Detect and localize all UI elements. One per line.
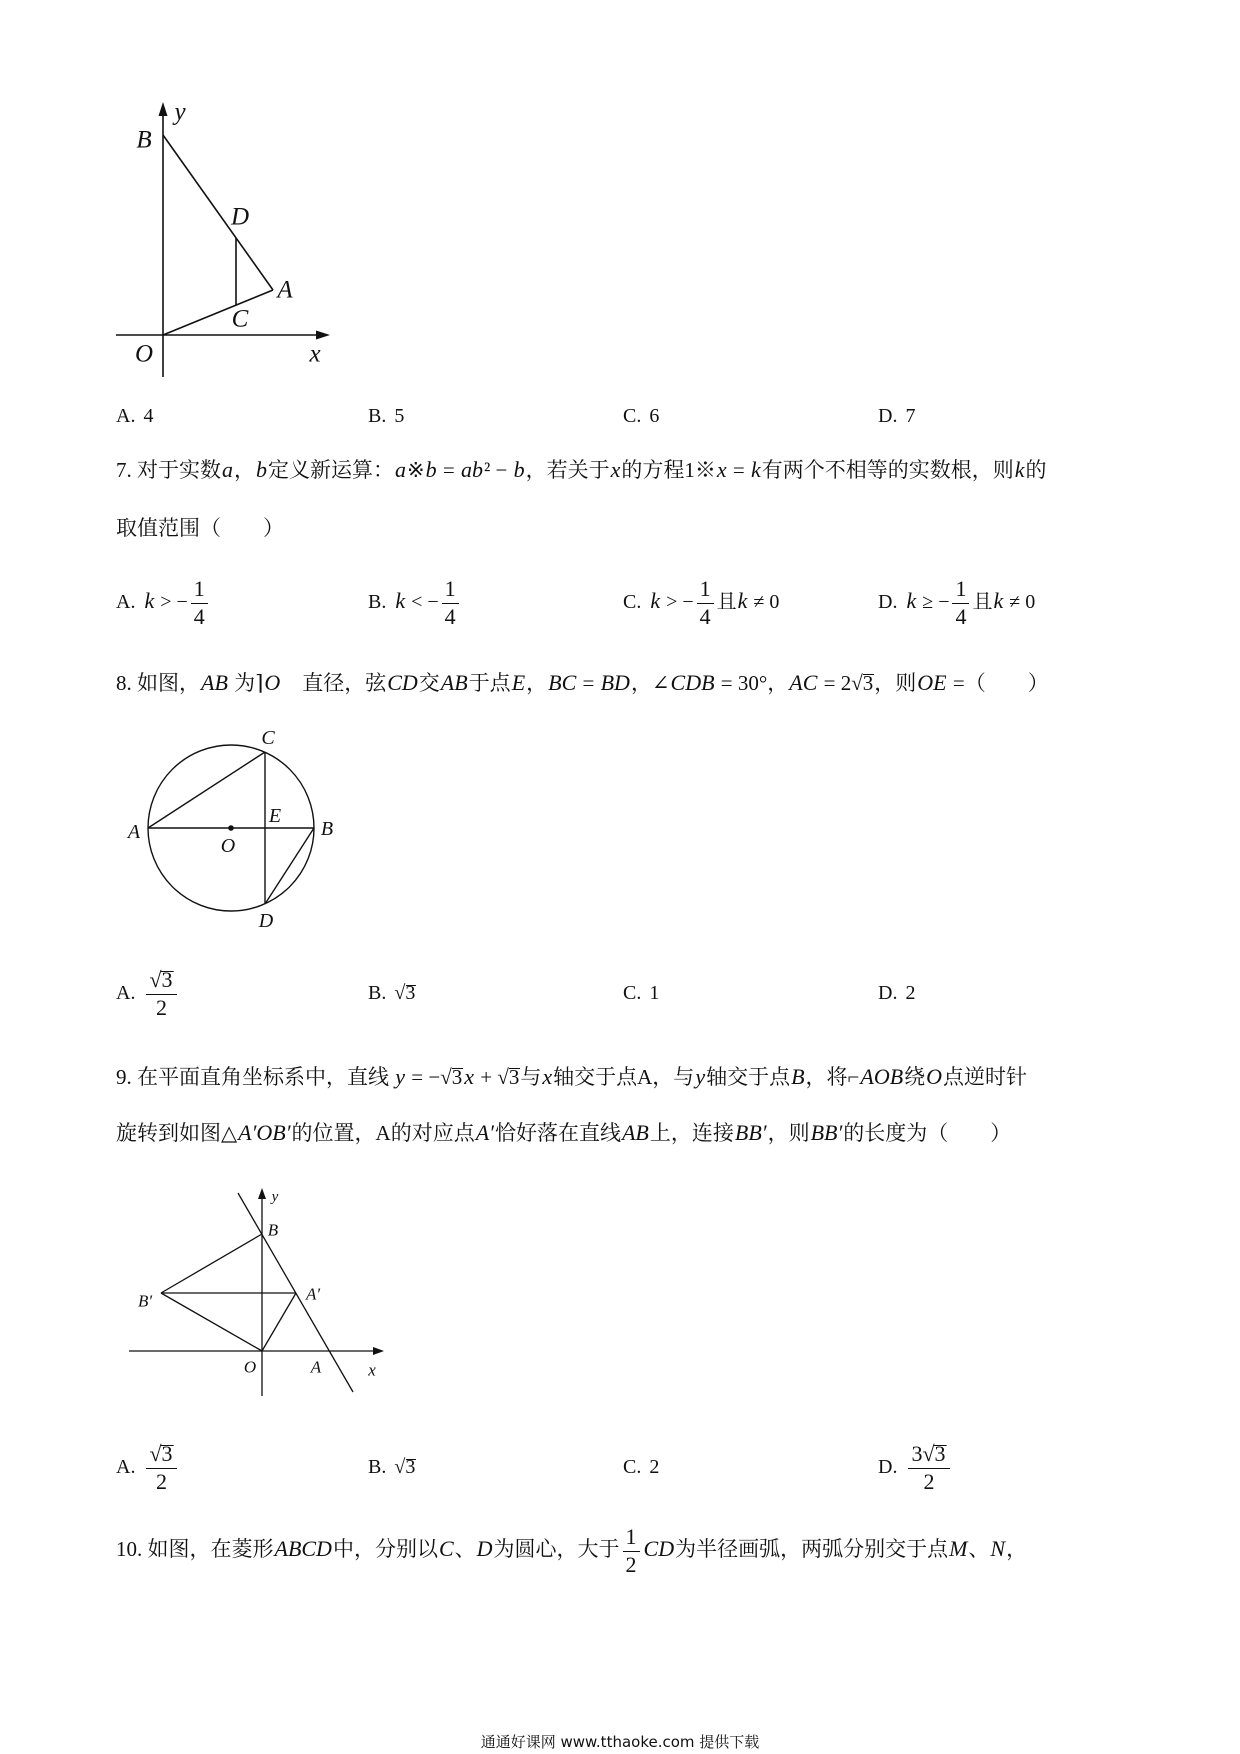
math-symbol: x — [610, 457, 621, 482]
text-run: 的 — [1025, 458, 1047, 482]
q7-option-b — [368, 571, 462, 631]
text-run: 2 — [625, 1551, 637, 1577]
math-symbol: k — [144, 588, 155, 613]
chord-ac — [148, 752, 265, 828]
x-axis-arrow-icon — [316, 331, 330, 340]
page-footer: 通通好课网 www.tthaoke.com 提供下载 — [480, 1733, 760, 1751]
label-x: x — [309, 340, 321, 368]
option-content — [905, 405, 915, 427]
text-run: ， — [1006, 1537, 1028, 1561]
math-symbol: k — [906, 588, 917, 613]
label-o: O — [134, 340, 154, 368]
text-run: 的方程 — [621, 458, 685, 482]
math-symbol: N — [990, 1536, 1006, 1561]
square-root: √3 — [851, 671, 874, 695]
math-symbol: M — [949, 1536, 968, 1561]
math-symbol: k — [750, 457, 761, 482]
fraction-numerator — [191, 577, 208, 604]
fraction-numerator — [908, 1442, 949, 1469]
math-symbol: O — [264, 670, 281, 695]
math-symbol: CD — [387, 670, 418, 695]
text-run: > − — [661, 591, 694, 613]
text-run: 2 — [905, 982, 916, 1004]
math-symbol: b — [425, 457, 437, 482]
label-a-prime: A′ — [305, 1284, 321, 1304]
fraction-numerator — [146, 1442, 176, 1469]
text-run: = — [727, 458, 750, 482]
text-run: < − — [406, 591, 439, 613]
text-run: ，若关于 — [525, 458, 610, 482]
math-symbol: C — [438, 1536, 454, 1561]
text-run: ≠ 0 — [1004, 591, 1036, 613]
x-axis-arrow-icon — [373, 1347, 384, 1355]
fraction-numerator — [442, 577, 459, 604]
text-run: 1 — [444, 576, 456, 602]
text-run: 有两个不相等的实数根，则 — [761, 458, 1014, 482]
text-run: ，∠ — [630, 671, 670, 695]
fraction-numerator — [952, 577, 969, 604]
option-label: C. — [623, 982, 642, 1004]
text-run: 4 — [143, 405, 154, 427]
math-symbol: b — [256, 457, 267, 482]
label-c: C — [231, 305, 249, 333]
option-content — [394, 1456, 416, 1478]
math-symbol: b — [513, 457, 525, 482]
option-content — [394, 576, 461, 629]
q10-stem-line-1 — [116, 1519, 1027, 1579]
q8-option-c — [623, 963, 659, 1023]
text-run: 2 — [649, 1456, 660, 1478]
text-run: ※ — [407, 458, 425, 482]
segment-bprime-o — [161, 1293, 262, 1351]
label-b-prime: B′ — [137, 1291, 153, 1311]
math-symbol: AB — [440, 670, 468, 695]
q9-stem-line-1 — [116, 1057, 1027, 1097]
option-content — [649, 1456, 659, 1478]
q8-option-d — [878, 963, 915, 1023]
fraction-denominator — [623, 1552, 640, 1578]
label-b: B — [267, 1220, 279, 1240]
math-symbol: B — [791, 1064, 805, 1089]
text-run: ² − — [483, 458, 513, 482]
math-symbol: D — [476, 1536, 493, 1561]
math-symbol: OE — [917, 670, 947, 695]
text-run: 10. 如图，在菱形 — [116, 1537, 274, 1561]
text-run: ， — [234, 458, 255, 482]
text-run: = — [437, 458, 460, 482]
math-symbol: ab — [460, 457, 483, 482]
q7-option-d — [878, 571, 1035, 631]
text-run: + — [475, 1065, 498, 1089]
q6-option-d — [878, 396, 915, 436]
text-run: = 2 — [818, 671, 852, 695]
label-b: B — [136, 126, 152, 154]
text-run: 4 — [444, 603, 456, 629]
segment-ba — [163, 135, 273, 290]
text-run: 1 — [699, 576, 711, 602]
text-run: 直径，弦 — [281, 671, 387, 695]
option-content — [394, 982, 416, 1004]
text-run: 9. 在平面直角坐标系中，直线 — [116, 1065, 395, 1089]
q7-stem-line-1 — [116, 450, 1047, 490]
q6-option-c — [623, 396, 659, 436]
option-label: D. — [878, 1456, 898, 1478]
math-symbol: A′OB′ — [238, 1120, 291, 1145]
label-o: O — [243, 1357, 257, 1377]
math-symbol: k — [993, 588, 1004, 613]
y-axis-arrow-icon — [159, 102, 168, 116]
option-content — [649, 576, 780, 629]
q8-stem-line-1 — [116, 663, 1049, 703]
square-root: √3 — [394, 1456, 416, 1478]
option-content — [143, 967, 179, 1020]
text-run: 4 — [699, 603, 711, 629]
fraction-denominator — [191, 604, 208, 630]
y-axis-arrow-icon — [258, 1188, 266, 1199]
fraction-denominator — [952, 604, 969, 630]
segment-bprime-b — [161, 1234, 262, 1293]
option-label: B. — [368, 1456, 387, 1478]
label-y: y — [271, 1189, 279, 1205]
fraction-numerator — [146, 968, 176, 995]
math-symbol: x — [542, 1064, 553, 1089]
option-label: B. — [368, 982, 387, 1004]
text-run: 7. 对于实数 — [116, 458, 221, 482]
text-run: 中，分别以 — [332, 1537, 438, 1561]
fraction — [191, 577, 208, 629]
label-c: C — [261, 727, 275, 749]
fraction — [952, 577, 969, 629]
text-run: 1 — [649, 982, 660, 1004]
text-run: 于点 — [468, 671, 511, 695]
option-label: A. — [116, 1456, 136, 1478]
q6-option-a — [116, 396, 153, 436]
fraction-denominator — [146, 995, 176, 1021]
text-run: 绕 — [904, 1065, 926, 1089]
math-symbol: AB — [201, 670, 228, 695]
text-run: ， — [526, 671, 548, 695]
text-run: 恰好落在直线 — [494, 1121, 621, 1145]
option-label: B. — [368, 591, 387, 613]
segment-o-aprime — [262, 1293, 296, 1351]
square-root: √3 — [440, 1065, 463, 1089]
text-run: 为⌉ — [228, 671, 264, 695]
option-label: C. — [623, 1456, 642, 1478]
option-label: A. — [116, 591, 136, 613]
math-symbol: a — [395, 457, 406, 482]
math-symbol: CDB — [670, 670, 715, 695]
option-content — [394, 405, 404, 427]
q7-stem-line-2 — [116, 508, 284, 548]
text-run: ，则 — [767, 1121, 810, 1145]
option-label: C. — [623, 591, 642, 613]
text-run: 取值范围（ ） — [116, 516, 284, 540]
option-label: C. — [623, 405, 642, 427]
segment-oa — [163, 290, 273, 335]
text-run: 的长度为（ ） — [843, 1121, 1012, 1145]
q8-option-a — [116, 963, 180, 1023]
math-symbol: k — [395, 588, 406, 613]
square-root: √3 — [497, 1065, 520, 1089]
math-symbol: AOB — [860, 1064, 904, 1089]
square-root: √3 — [922, 1441, 946, 1467]
q9-option-b — [368, 1437, 416, 1497]
math-symbol: BB′ — [734, 1120, 767, 1145]
fraction-numerator — [697, 577, 714, 604]
math-symbol: CD — [643, 1536, 675, 1561]
label-o: O — [220, 835, 236, 857]
text-run: 定义新运算： — [268, 458, 394, 482]
text-run: 且 — [716, 591, 737, 613]
text-run: 为圆心，大于 — [493, 1537, 620, 1561]
label-y: y — [174, 98, 186, 126]
q9-option-d — [878, 1437, 953, 1497]
option-label: D. — [878, 591, 898, 613]
text-run: 8. 如图， — [116, 671, 200, 695]
text-run: = — [577, 671, 600, 695]
text-run: 1 — [955, 576, 967, 602]
text-run: 点逆时针 — [943, 1065, 1028, 1089]
option-label: A. — [116, 982, 136, 1004]
text-run: 4 — [193, 603, 205, 629]
fraction — [442, 577, 459, 629]
label-d: D — [258, 910, 274, 932]
text-run: 、 — [968, 1537, 990, 1561]
q8-option-b — [368, 963, 416, 1023]
fraction-numerator — [623, 1525, 640, 1552]
text-run: 且 — [972, 591, 993, 613]
fraction-denominator — [908, 1469, 949, 1495]
text-run: 4 — [955, 603, 967, 629]
fraction — [908, 1442, 949, 1494]
math-symbol: BB′ — [810, 1120, 843, 1145]
text-run: 1※ — [684, 458, 716, 482]
text-run: 交 — [418, 671, 440, 695]
option-content — [905, 1441, 952, 1494]
label-d: D — [230, 203, 250, 231]
label-x: x — [368, 1360, 376, 1380]
math-symbol: ABCD — [274, 1536, 332, 1561]
text-run: = 30°， — [715, 671, 789, 695]
math-symbol: E — [511, 670, 526, 695]
text-run: 轴交于点A，与 — [553, 1065, 695, 1089]
math-symbol: y — [395, 1064, 406, 1089]
text-run: ≥ − — [917, 591, 950, 613]
q9-stem-line-2 — [116, 1113, 1011, 1153]
fraction-denominator — [442, 604, 459, 630]
label-a: A — [127, 821, 141, 843]
math-symbol: a — [222, 457, 233, 482]
text-run: =（ ） — [947, 671, 1049, 695]
text-run: = − — [406, 1065, 441, 1089]
fraction-denominator — [697, 604, 714, 630]
q7-option-a — [116, 571, 211, 631]
text-run: 的位置，A的对应点 — [291, 1121, 475, 1145]
text-run: 轴交于点 — [706, 1065, 791, 1089]
option-label: B. — [368, 405, 387, 427]
math-symbol: O — [926, 1064, 943, 1089]
label-a: A — [310, 1357, 322, 1377]
text-run: 1 — [625, 1524, 637, 1550]
text-run: 、 — [454, 1537, 476, 1561]
chord-db — [265, 828, 314, 904]
text-run: 6 — [649, 405, 660, 427]
text-run: 为半径画弧，两弧分别交于点 — [675, 1537, 949, 1561]
text-run: ，则 — [874, 671, 917, 695]
figure-q8-circle — [115, 725, 345, 937]
q9-option-c — [623, 1437, 659, 1497]
text-run: 2 — [155, 994, 167, 1020]
math-symbol: A′ — [475, 1120, 494, 1145]
option-content — [649, 982, 659, 1004]
math-symbol: BC — [548, 670, 577, 695]
option-label: A. — [116, 405, 136, 427]
math-symbol: y — [695, 1064, 706, 1089]
option-content — [905, 982, 915, 1004]
option-content — [143, 405, 153, 427]
text-run: 3 — [911, 1441, 923, 1467]
square-root: √3 — [149, 967, 173, 993]
figure-q6-coordinate-triangle — [100, 95, 340, 387]
text-run: ≠ 0 — [748, 591, 780, 613]
fraction — [146, 968, 176, 1020]
math-symbol: AB — [621, 1120, 649, 1145]
math-symbol: k — [1014, 457, 1025, 482]
math-symbol: x — [716, 457, 727, 482]
option-label: D. — [878, 405, 898, 427]
text-run: 旋转到如图△ — [116, 1121, 238, 1145]
text-run: 2 — [155, 1468, 167, 1494]
center-point-o — [228, 825, 234, 831]
figure-q9-rotation — [120, 1180, 390, 1405]
math-symbol: x — [464, 1064, 474, 1089]
option-content — [649, 405, 659, 427]
label-e: E — [268, 805, 282, 827]
option-label: D. — [878, 982, 898, 1004]
fraction-denominator — [146, 1469, 176, 1495]
option-content — [143, 576, 210, 629]
option-content — [905, 576, 1036, 629]
math-symbol: k — [737, 588, 748, 613]
text-run: 2 — [923, 1468, 935, 1494]
fraction — [146, 1442, 176, 1494]
label-b: B — [320, 818, 334, 840]
text-run: 与 — [520, 1065, 542, 1089]
fraction — [623, 1525, 640, 1577]
q6-option-b — [368, 396, 404, 436]
text-run: 7 — [905, 405, 916, 427]
fraction — [697, 577, 714, 629]
text-run: ，将⌐ — [805, 1065, 860, 1089]
text-run: 上，连接 — [649, 1121, 734, 1145]
square-root: √3 — [149, 1441, 173, 1467]
q9-option-a — [116, 1437, 180, 1497]
option-content — [143, 1441, 179, 1494]
text-run: 5 — [394, 405, 405, 427]
square-root: √3 — [394, 982, 416, 1004]
math-symbol: AC — [789, 670, 818, 695]
math-symbol: k — [650, 588, 661, 613]
text-run: 1 — [193, 576, 205, 602]
label-a: A — [277, 276, 293, 304]
text-run: > − — [155, 591, 188, 613]
math-symbol: BD — [600, 670, 630, 695]
q7-option-c — [623, 571, 779, 631]
